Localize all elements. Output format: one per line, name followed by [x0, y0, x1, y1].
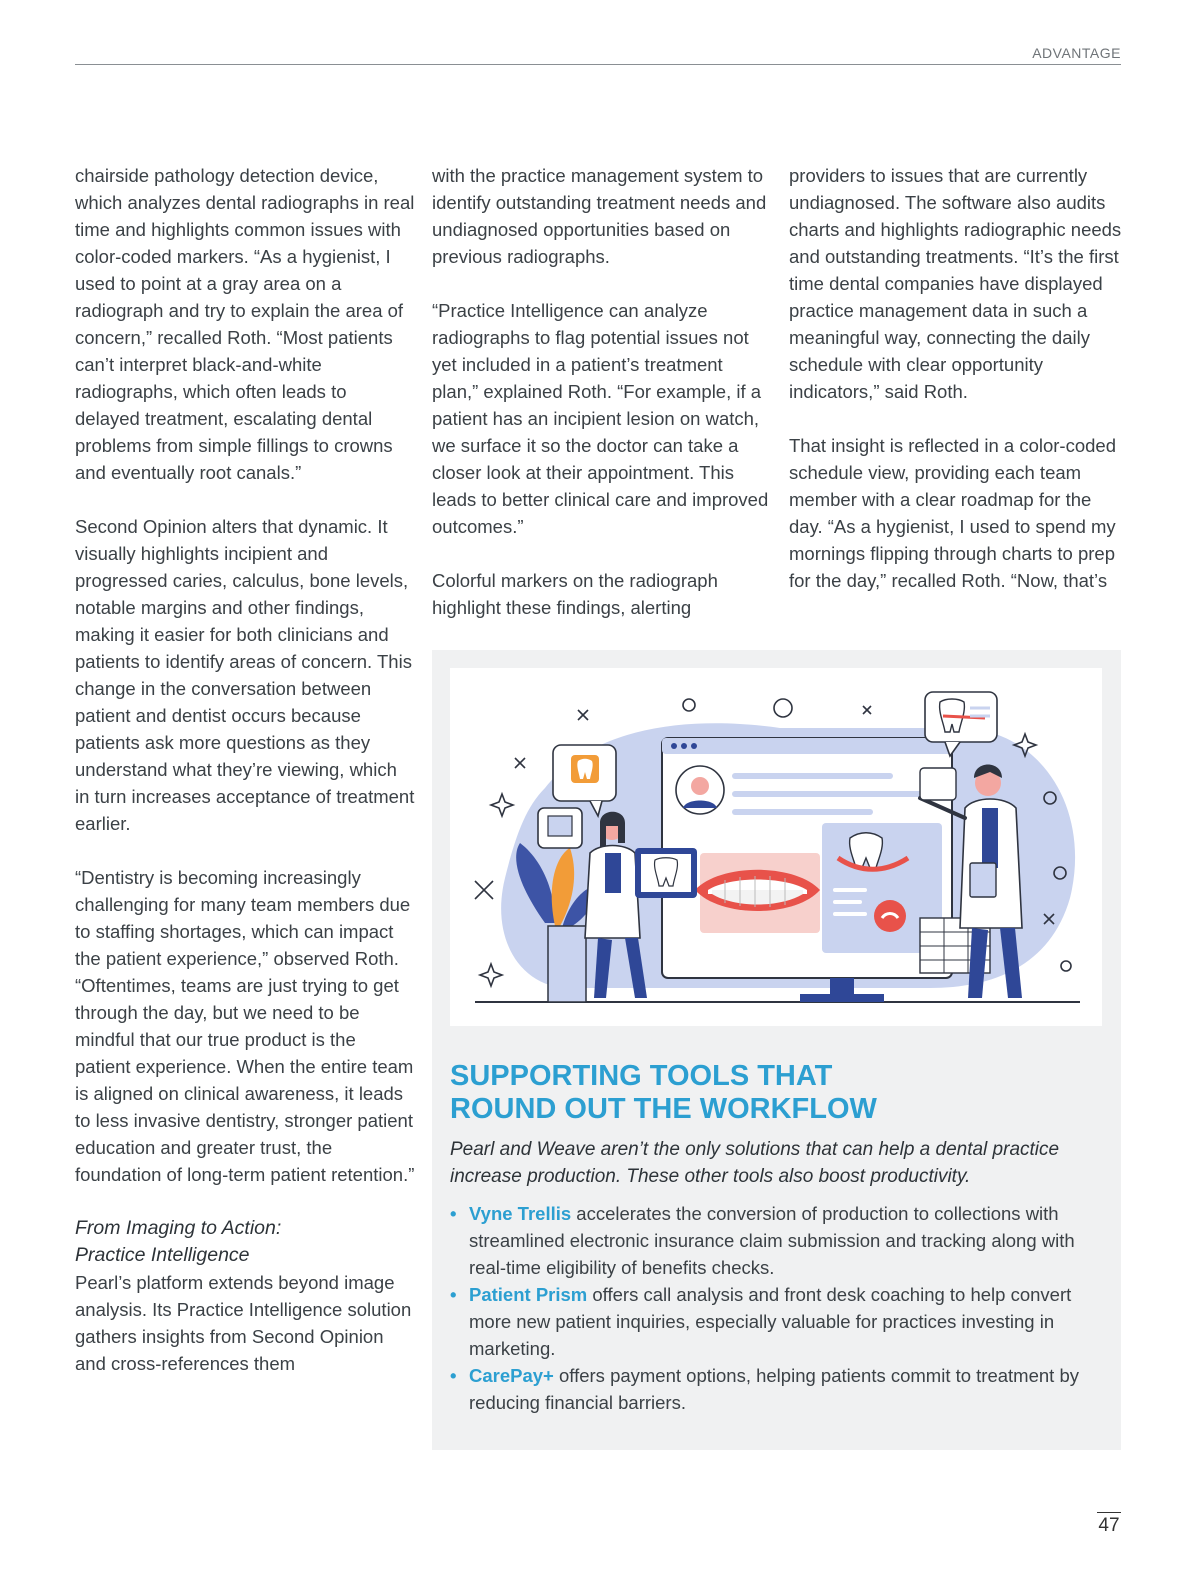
tool-name: CarePay+: [469, 1365, 554, 1386]
article-column-1: [75, 162, 415, 1377]
dentist-illustration-svg: [450, 668, 1102, 1026]
tools-list: [450, 1200, 1090, 1416]
subheading: [75, 1215, 415, 1269]
tool-name: Vyne Trellis: [469, 1203, 572, 1224]
sidebar-title-line: ROUND OUT THE WORKFLOW: [450, 1093, 877, 1125]
dental-illustration: [450, 668, 1102, 1026]
paragraph: Pearl’s platform extends beyond image analysis. Its Practice Intelligence solution gathers insights from Second Opinion and cross-references them: [75, 1272, 412, 1374]
page-number-rule: [1097, 1512, 1121, 1513]
tool-description: offers payment options, helping patients commit to treatment by reducing financial barriers.: [469, 1365, 1079, 1413]
page-number: 47: [1098, 1515, 1120, 1536]
paragraph: Second Opinion alters that dynamic. It visually highlights incipient and progressed caries, calculus, bone levels, notable margins and other findings, making it easier for both clinicians and patients to identify areas of concern. This change in the conversation between patient and dentist occurs because patients ask more questions as they understand what they’re viewing, which in turn increases acceptance of treatment earlier.: [75, 516, 415, 834]
paragraph: providers to issues that are currently undiagnosed. The software also audits charts and highlights radiographic needs and outstanding treatments. “It’s the first time dental companies have displayed practice management data in such a meaningful way, connecting the daily schedule with clear opportunity indicators,” said Roth.: [789, 165, 1122, 402]
section-label: ADVANTAGE: [1032, 45, 1121, 61]
paragraph: That insight is reflected in a color-coded schedule view, providing each team member with a clear roadmap for the day. “As a hygienist, I used to spend my mornings flipping through charts to prep for the day,” recalled Roth. “Now, that’s: [789, 435, 1117, 591]
bullet-icon: •: [450, 1284, 457, 1305]
header-rule: [75, 64, 1121, 65]
list-item: [450, 1281, 1090, 1362]
paragraph: chairside pathology detection device, which analyzes dental radiographs in real time and highlights common issues with color-coded markers. “As a hygienist, I used to point at a gray area on a radiograph and try to explain the area of concern,” recalled Roth. “Most patients can’t interpret black-and-white radiographs, which often leads to delayed treatment, escalating dental problems from simple fillings to crowns and eventually root canals.”: [75, 165, 415, 483]
sidebar-title: [450, 1060, 1100, 1126]
bullet-icon: •: [450, 1365, 457, 1386]
sidebar-box: [432, 650, 1121, 1450]
paragraph: with the practice management system to identify outstanding treatment needs and undiagnosed opportunities based on previous radiographs.: [432, 165, 767, 267]
bullet-icon: •: [450, 1203, 457, 1224]
sidebar-intro: Pearl and Weave aren’t the only solutions that can help a dental practice increase production. These other tools also boost productivity.: [450, 1139, 1060, 1187]
tool-description: accelerates the conversion of production to collections with streamlined electronic insurance claim submission and tracking along with real-time eligibility of benefits checks.: [469, 1203, 1075, 1278]
article-column-3: [789, 162, 1129, 594]
list-item: [450, 1362, 1090, 1416]
paragraph: “Dentistry is becoming increasingly challenging for many team members due to staffing shortages, which can impact the patient experience,” observed Roth. “Oftentimes, teams are just trying to get through the day, but we need to be mindful that our true product is the patient experience. When the entire team is aligned on clinical awareness, it leads to less invasive dentistry, stronger patient education and greater trust, the foundation of long-term patient retention.”: [75, 867, 415, 1185]
paragraph: “Practice Intelligence can analyze radiographs to flag potential issues not yet included in a patient’s treatment plan,” explained Roth. “For example, if a patient has an incipient lesion on watch, we surface it so the doctor can take a closer look at their appointment. This leads to better clinical care and improved outcomes.”: [432, 300, 769, 537]
sidebar-title-line: SUPPORTING TOOLS THAT: [450, 1060, 833, 1092]
article-column-2: [432, 162, 772, 621]
tool-name: Patient Prism: [469, 1284, 588, 1305]
paragraph: Colorful markers on the radiograph highlight these findings, alerting: [432, 570, 718, 618]
subheading-line: Practice Intelligence: [75, 1244, 250, 1266]
tool-description: offers call analysis and front desk coaching to help convert more new patient inquiries, especially valuable for practices investing in marketing.: [469, 1284, 1072, 1359]
subheading-line: From Imaging to Action:: [75, 1217, 282, 1239]
list-item: [450, 1200, 1090, 1281]
